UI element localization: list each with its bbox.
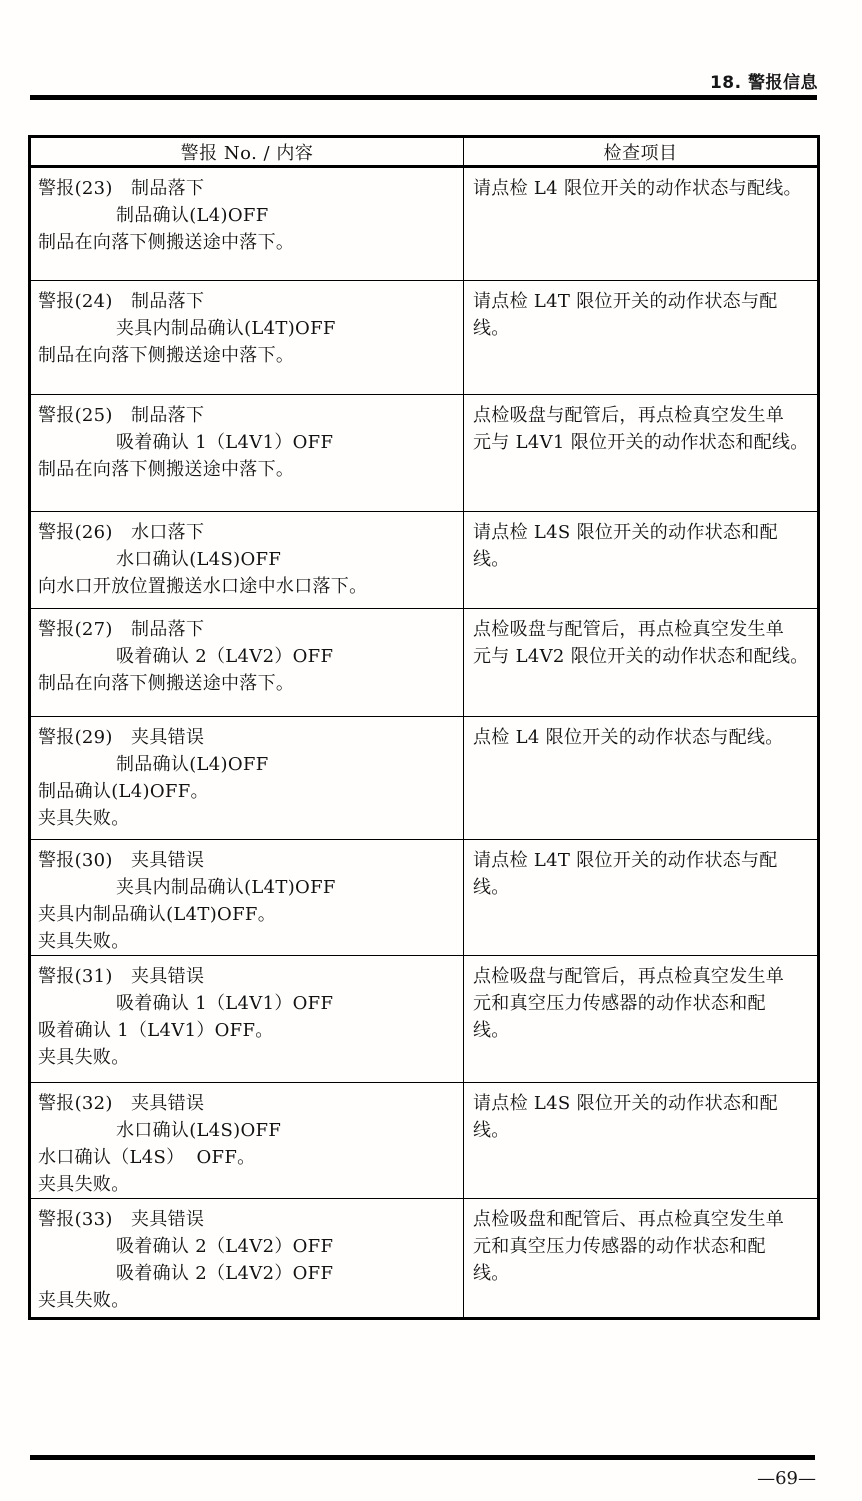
alarm-content-line: 吸着确认 2（L4V2）OFF — [116, 1236, 334, 1257]
alarm-content-line: 警报(24) 制品落下 — [38, 291, 205, 312]
check-item-line: 请点检 L4 限位开关的动作状态与配线。 — [473, 178, 802, 199]
check-item-cell — [464, 956, 819, 1083]
alarm-row — [30, 956, 819, 1083]
alarm-content-line: 吸着确认 1（L4V1）OFF。 — [38, 1020, 274, 1041]
alarm-row — [30, 609, 819, 717]
alarm-content-line: 夹具失败。 — [38, 1047, 130, 1068]
check-item-line: 线。 — [473, 1263, 510, 1284]
alarm-content-line: 制品在向落下侧搬送途中落下。 — [38, 232, 295, 253]
alarm-content-cell — [30, 1199, 464, 1319]
header-row — [30, 137, 819, 167]
alarm-content-line: 警报(30) 夹具错误 — [38, 850, 205, 871]
alarm-content-line: 夹具内制品确认(L4T)OFF。 — [38, 904, 276, 925]
check-item-line: 点检吸盘和配管后、再点检真空发生单 — [473, 1209, 785, 1230]
alarm-content-line: 警报(27) 制品落下 — [38, 619, 205, 640]
alarm-content-line: 制品在向落下侧搬送途中落下。 — [38, 345, 295, 366]
check-item-line: 请点检 L4S 限位开关的动作状态和配 — [473, 1093, 778, 1114]
alarm-row — [30, 395, 819, 512]
check-item-cell — [464, 1199, 819, 1319]
alarm-row — [30, 717, 819, 840]
check-item-cell — [464, 840, 819, 956]
alarm-content-line: 制品确认(L4)OFF。 — [38, 781, 209, 802]
alarm-content-line: 水口确认(L4S)OFF — [116, 549, 282, 570]
alarm-content-line: 吸着确认 2（L4V2）OFF — [116, 1263, 334, 1284]
check-item-cell — [464, 717, 819, 840]
alarm-content-line: 警报(26) 水口落下 — [38, 522, 205, 543]
alarm-content-line: 制品在向落下侧搬送途中落下。 — [38, 459, 295, 480]
check-item-cell — [464, 512, 819, 609]
check-item-line: 元和真空压力传感器的动作状态和配 — [473, 993, 766, 1014]
alarm-row — [30, 840, 819, 956]
alarm-content-line: 警报(32) 夹具错误 — [38, 1093, 205, 1114]
alarm-row — [30, 167, 819, 281]
alarm-content-cell — [30, 512, 464, 609]
alarm-content-line: 制品确认(L4)OFF — [116, 205, 269, 226]
section-title: 18. 警报信息 — [709, 73, 818, 93]
alarm-content-line: 警报(33) 夹具错误 — [38, 1209, 205, 1230]
alarm-content-line: 制品在向落下侧搬送途中落下。 — [38, 673, 295, 694]
alarm-content-line: 夹具失败。 — [38, 1290, 130, 1311]
check-item-line: 点检吸盘与配管后，再点检真空发生单 — [473, 619, 785, 640]
alarm-row — [30, 281, 819, 395]
alarm-content-cell — [30, 717, 464, 840]
alarm-content-line: 向水口开放位置搬送水口途中水口落下。 — [38, 576, 368, 597]
alarm-content-line: 夹具失败。 — [38, 931, 130, 952]
column-header-check-items: 检查项目 — [464, 137, 819, 167]
alarm-content-line: 夹具失败。 — [38, 808, 130, 829]
alarm-table — [28, 135, 820, 1320]
alarm-content-cell — [30, 609, 464, 717]
alarm-content-line: 制品确认(L4)OFF — [116, 754, 269, 775]
alarm-row — [30, 1199, 819, 1319]
check-item-line: 请点检 L4T 限位开关的动作状态与配 — [473, 850, 778, 871]
column-header-alarm-content: 警报 No. / 内容 — [30, 137, 464, 167]
page-number: —69— — [757, 1468, 816, 1489]
check-item-line: 元与 L4V2 限位开关的动作状态和配线。 — [473, 646, 809, 667]
alarm-content-cell — [30, 1083, 464, 1199]
check-item-line: 点检 L4 限位开关的动作状态与配线。 — [473, 727, 784, 748]
alarm-content-line: 夹具内制品确认(L4T)OFF — [116, 318, 336, 339]
check-item-line: 元和真空压力传感器的动作状态和配 — [473, 1236, 766, 1257]
check-item-line: 元与 L4V1 限位开关的动作状态和配线。 — [473, 432, 809, 453]
alarm-content-line: 警报(25) 制品落下 — [38, 405, 205, 426]
check-item-line: 线。 — [473, 1120, 510, 1141]
alarm-row — [30, 1083, 819, 1199]
alarm-content-line: 水口确认（L4S） OFF。 — [38, 1147, 256, 1168]
check-item-line: 线。 — [473, 1020, 510, 1041]
alarm-content-cell — [30, 956, 464, 1083]
check-item-cell — [464, 281, 819, 395]
check-item-cell — [464, 395, 819, 512]
check-item-line: 请点检 L4T 限位开关的动作状态与配 — [473, 291, 778, 312]
alarm-content-line: 警报(23) 制品落下 — [38, 178, 205, 199]
alarm-content-line: 警报(29) 夹具错误 — [38, 727, 205, 748]
header-rule — [30, 95, 817, 100]
alarm-content-line: 吸着确认 2（L4V2）OFF — [116, 646, 334, 667]
check-item-cell — [464, 1083, 819, 1199]
check-item-line: 点检吸盘与配管后，再点检真空发生单 — [473, 966, 785, 987]
check-item-cell — [464, 167, 819, 281]
alarm-content-cell — [30, 840, 464, 956]
alarm-content-cell — [30, 395, 464, 512]
alarm-content-line: 吸着确认 1（L4V1）OFF — [116, 993, 334, 1014]
check-item-line: 点检吸盘与配管后，再点检真空发生单 — [473, 405, 785, 426]
alarm-content-line: 夹具内制品确认(L4T)OFF — [116, 877, 336, 898]
check-item-line: 线。 — [473, 549, 510, 570]
alarm-content-line: 吸着确认 1（L4V1）OFF — [116, 432, 334, 453]
alarm-content-cell — [30, 167, 464, 281]
alarm-table-header — [30, 137, 819, 167]
footer-rule — [30, 1455, 815, 1460]
check-item-line: 请点检 L4S 限位开关的动作状态和配 — [473, 522, 778, 543]
alarm-content-line: 夹具失败。 — [38, 1174, 130, 1195]
alarm-content-line: 警报(31) 夹具错误 — [38, 966, 205, 987]
alarm-content-cell — [30, 281, 464, 395]
check-item-cell — [464, 609, 819, 717]
alarm-content-line: 水口确认(L4S)OFF — [116, 1120, 282, 1141]
alarm-table-body — [30, 167, 819, 1319]
check-item-line: 线。 — [473, 318, 510, 339]
check-item-line: 线。 — [473, 877, 510, 898]
alarm-row — [30, 512, 819, 609]
